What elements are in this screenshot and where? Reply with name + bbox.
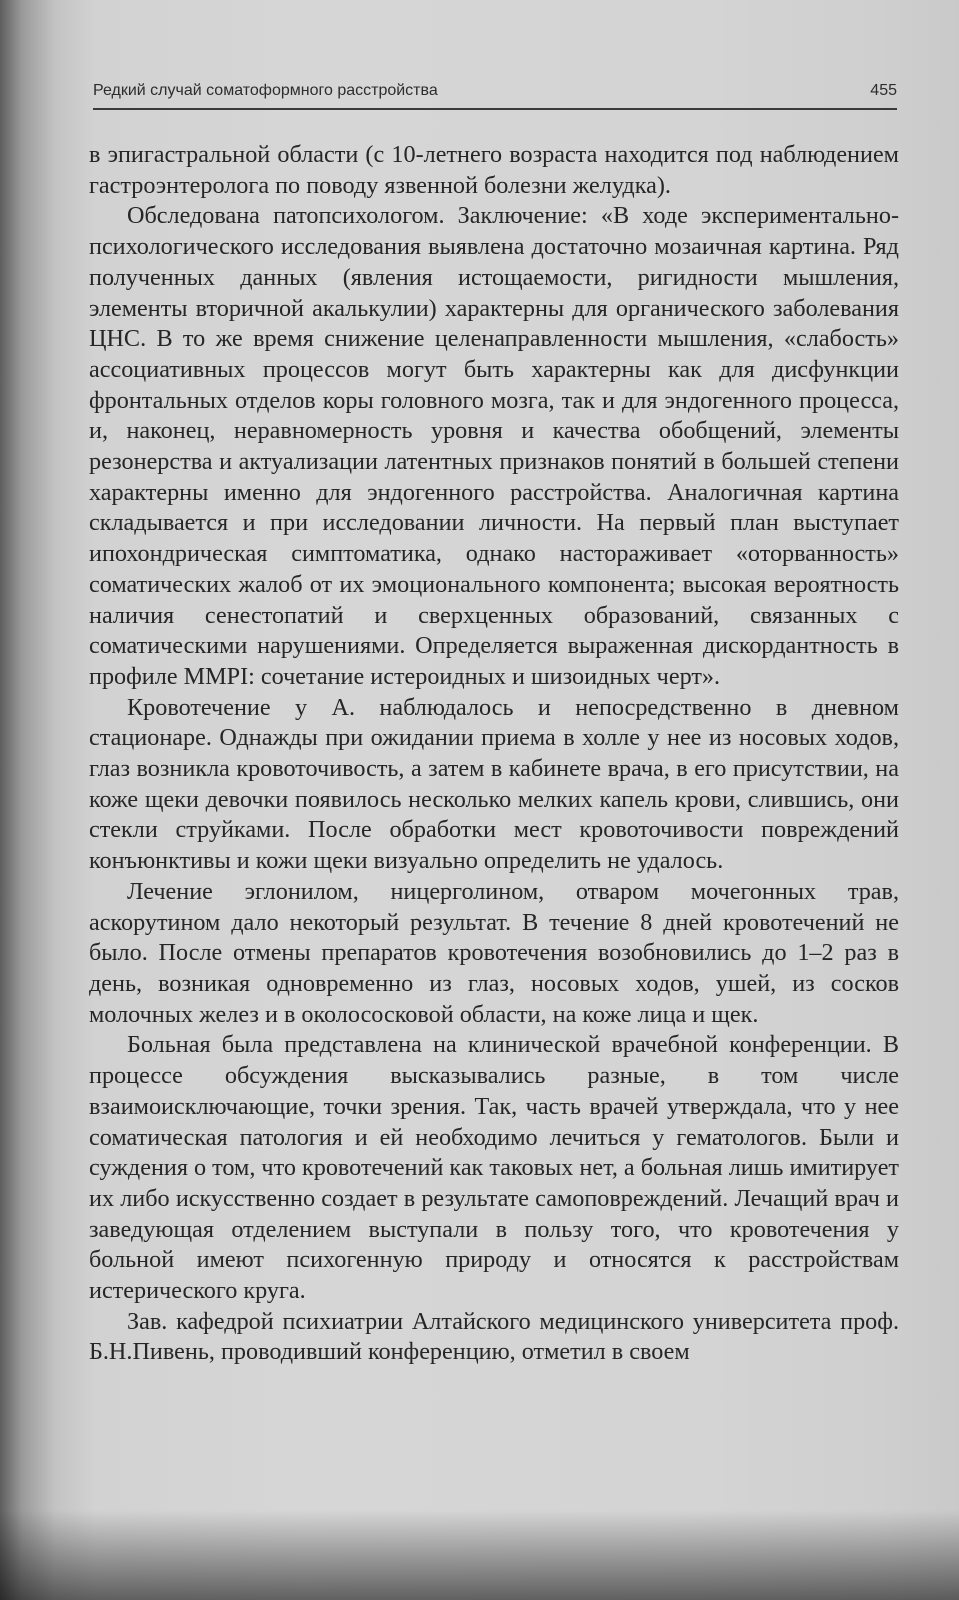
paragraph-continuation: в эпигастральной области (с 10-летнего возраста находится под наблюдением гастроэнтеролога по поводу язвенной болезни желудка). bbox=[89, 141, 899, 199]
paragraph-conference: Больная была представлена на клинической врачебной конференции. В процессе обсуждения высказывались разные, в том числе взаимоисключающие, точки зрения. Так, часть врачей утверждала, что у нее соматическая патология и ей необходимо лечиться у гематологов. Были и суждения о том, что кровотечений как таковых нет, а больная лишь имитирует их либо искусственно создает в результате самоповреждений. Лечащий врач и заведующая отделением выступали в пользу того, что кровотечения у больной имеют психогенную природу и относятся к расстройствам истерического круга. bbox=[89, 1031, 900, 1305]
paragraph-pathopsychologist-conclusion: Обследована патопсихологом. Заключение: «В ходе экспериментально-психологического исследования выявлена достаточно мозаичная картина. Ряд полученных данных (явления истощаемости, ригидности мышления, элементы вторичной акалькулии) характерны для органического заболевания ЦНС. В то же время снижение целенаправленности мышления, «слабость» ассоциативных процессов могут быть характерны как для дисфункции фронтальных отделов коры головного мозга, так и для эндогенного процесса, и, наконец, неравномерность уровня и качества обобщений, элементы резонерства и актуализации латентных признаков понятий в большей степени характерны именно для эндогенного расстройства. Аналогичная картина складывается и при исследовании личности. На первый план выступает ипохондрическая симптоматика, однако настораживает «оторванность» соматических жалоб от их эмоционального компонента; высокая вероятность наличия сенестопатий и сверхценных образований, связанных с соматическими нарушениями. Определяется выраженная дискордантность в профиле MMPI: сочетание истероидных и шизоидных черт». bbox=[89, 202, 899, 690]
paragraph-bleeding-observation: Кровотечение у А. наблюдалось и непосредственно в дневном стационаре. Однажды при ожидании приема в холле у нее из носовых ходов, глаз возникла кровоточивость, а затем в кабинете врача, в его присутствии, на коже щеки девочки появилось несколько мелких капель крови, слившись, они стекли струйками. После обработки мест кровоточивости повреждений конъюнктивы и кожи щеки визуально определить не удалось. bbox=[89, 693, 899, 875]
page-number: 455 bbox=[870, 82, 897, 99]
paragraph-professor-remarks: Зав. кафедрой психиатрии Алтайского медицинского университета проф. Б.Н.Пивень, проводивший конференцию, отметил в своем bbox=[89, 1307, 899, 1366]
running-title: Редкий случай соматоформного расстройства bbox=[93, 82, 438, 99]
paragraph-treatment: Лечение эглонилом, ницерголином, отваром мочегонных трав, аскорутином дало некоторый результат. В течение 8 дней кровотечений не было. После отмены препаратов кровотечения возобновились до 1–2 раз в день, возникая одновременно из глаз, носовых ходов, ушей, из сосков молочных желез и в околососковой области, на коже лица и щек. bbox=[89, 877, 899, 1028]
body-text bbox=[89, 140, 899, 1368]
running-header bbox=[93, 78, 897, 110]
